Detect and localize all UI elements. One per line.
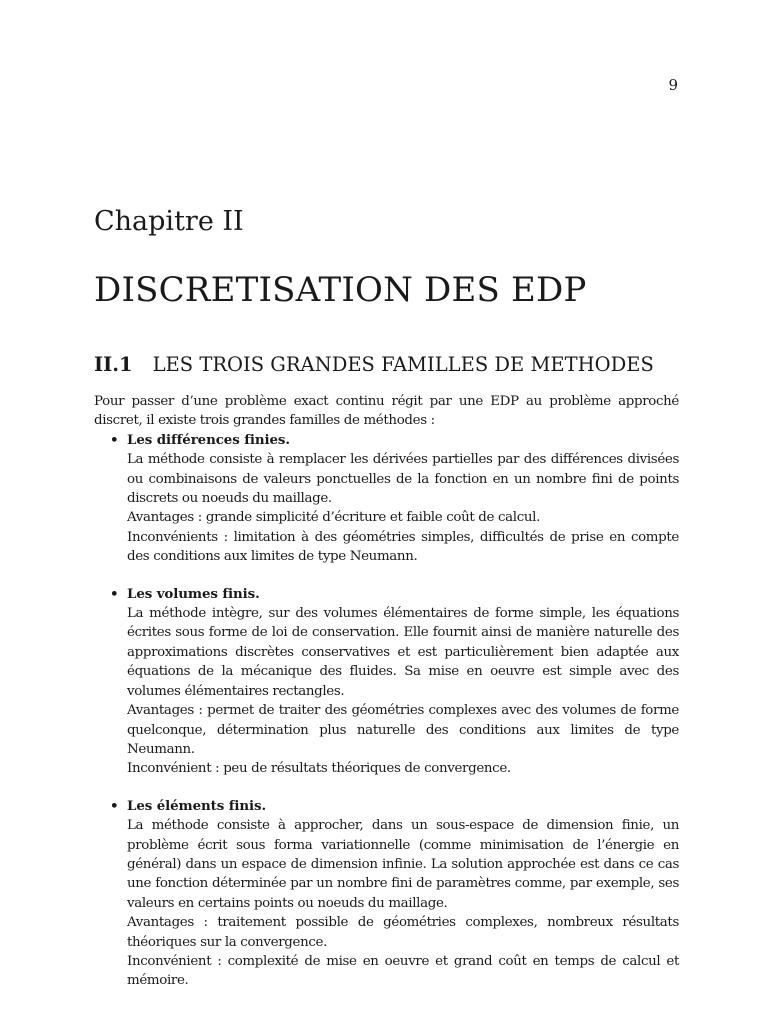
intro-paragraph: Pour passer d’une problème exact continu régit par une EDP au problème approché discret, il existe trois grandes familles de méthodes : xyxy=(94,394,679,429)
bullet-icon: • xyxy=(110,797,119,814)
method-item-finite-elements xyxy=(94,797,679,991)
method-drawbacks: Inconvénient : peu de résultats théoriques de convergence. xyxy=(127,761,511,777)
section-heading xyxy=(94,353,654,376)
bullet-icon: • xyxy=(110,431,119,448)
method-item-finite-volumes xyxy=(94,585,679,779)
bullet-icon: • xyxy=(110,585,119,602)
methods-list xyxy=(94,431,679,991)
chapter-title: DISCRETISATION DES EDP xyxy=(94,270,587,310)
page-number: 9 xyxy=(668,76,678,94)
method-description: La méthode intègre, sur des volumes élémentaires de forme simple, les équations écrites sous forme de loi de conservation. Elle fournit ainsi de manière naturelle des approximations discrètes conservatives et est particulièrement bien adaptée aux équations de la mécanique des fluides. Sa mise en oeuvre est simple avec des volumes élémentaires rectangles. xyxy=(127,606,679,699)
method-description: La méthode consiste à approcher, dans un sous-espace de dimension finie, un problème écrit sous forma variationnelle (comme minimisation de l’énergie en général) dans un espace de dimension infinie. La solution approchée est dans ce cas une fonction déterminée par un nombre fini de paramètres comme, par exemple, ses valeurs en certains points ou noeuds du maillage. xyxy=(127,818,679,911)
method-title: Les éléments finis. xyxy=(127,797,267,814)
method-item-finite-differences xyxy=(94,431,679,567)
method-advantages: Avantages : grande simplicité d’écriture et faible coût de calcul. xyxy=(127,510,540,526)
method-advantages: Avantages : traitement possible de géométries complexes, nombreux résultats théoriques sur la convergence. xyxy=(127,915,679,950)
method-drawbacks: Inconvénients : limitation à des géométries simples, difficultés de prise en compte des conditions aux limites de type Neumann. xyxy=(127,529,679,565)
method-title: Les différences finies. xyxy=(127,431,290,448)
section-number: II.1 xyxy=(94,353,133,376)
method-description: La méthode consiste à remplacer les dérivées partielles par des différences divisées ou combinaisons de valeurs ponctuelles de la fonction en un nombre fini de points discrets ou noeuds du maillage. xyxy=(127,452,679,507)
method-drawbacks: Inconvénient : complexité de mise en oeuvre et grand coût en temps de calcul et mémoire. xyxy=(127,953,679,989)
section-body xyxy=(94,392,679,991)
chapter-label: Chapitre II xyxy=(94,206,244,237)
section-title: LES TROIS GRANDES FAMILLES DE METHODES xyxy=(152,353,654,376)
method-title: Les volumes finis. xyxy=(127,585,260,602)
method-advantages: Avantages : permet de traiter des géométries complexes avec des volumes de forme quelconque, détermination plus naturelle des conditions aux limites de type Neumann. xyxy=(127,703,679,757)
